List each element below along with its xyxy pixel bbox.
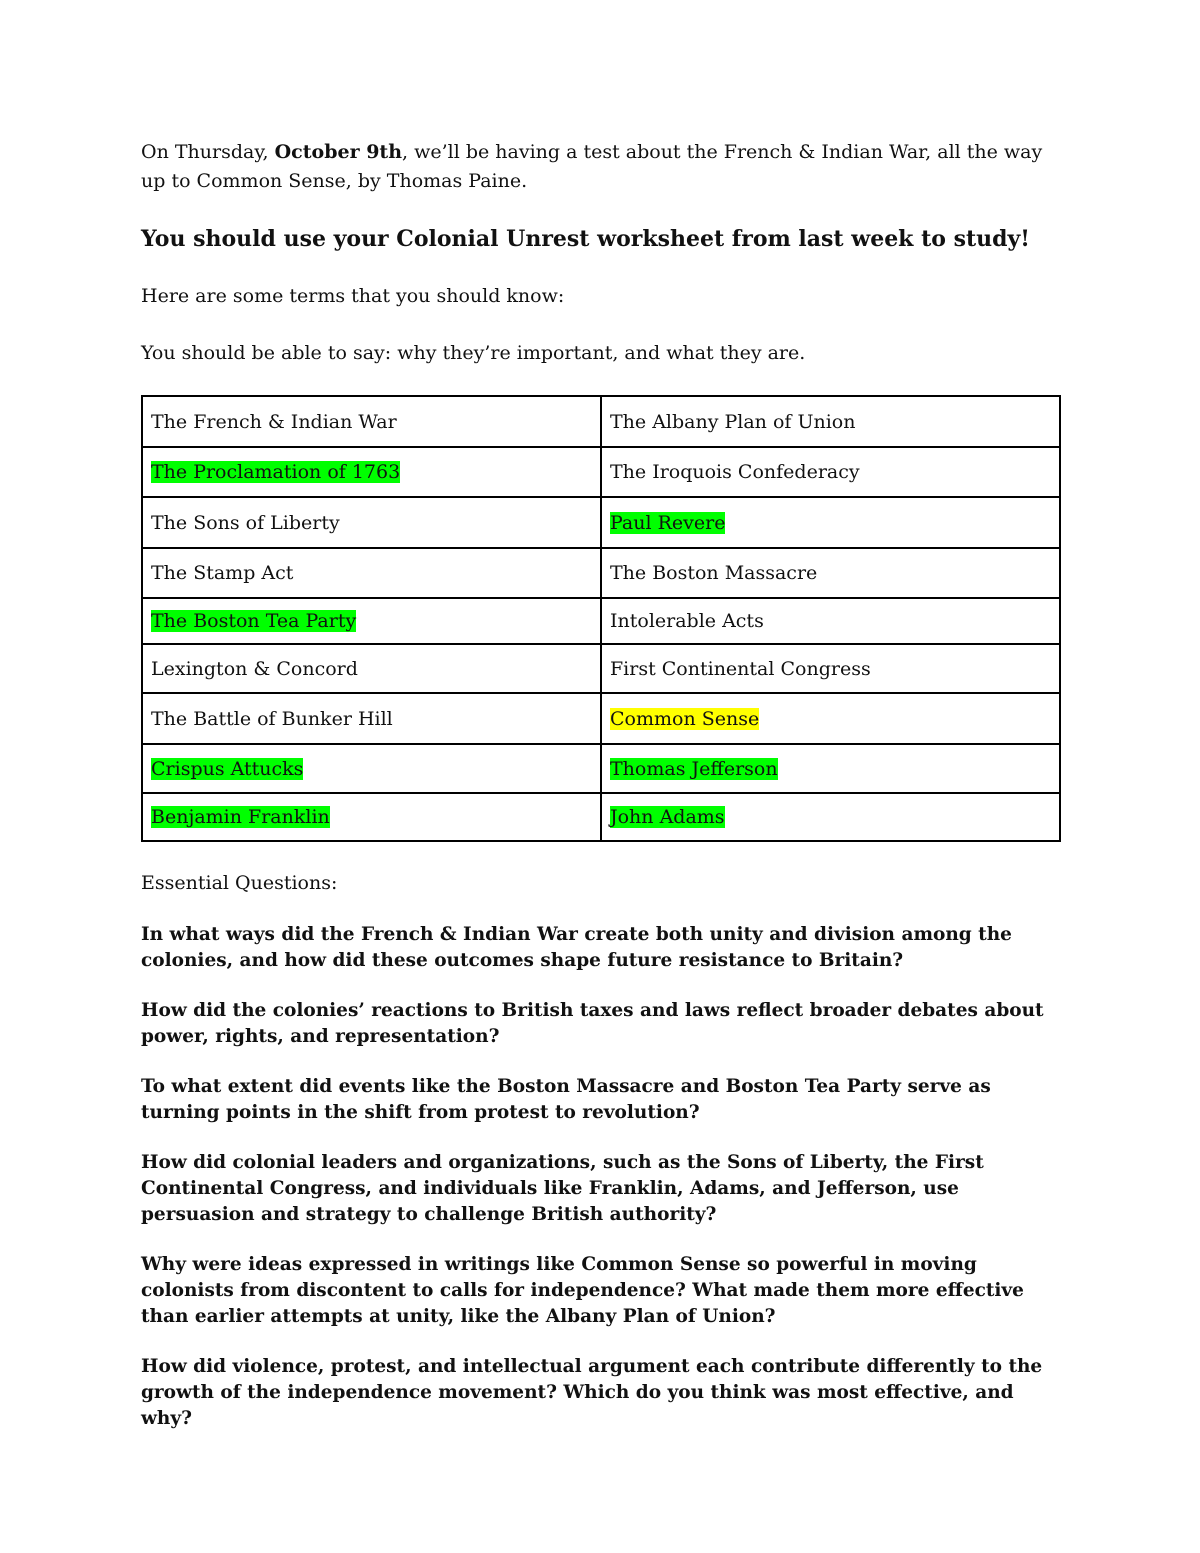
terms-table bbox=[141, 395, 1061, 842]
term-text: The Sons of Liberty bbox=[151, 511, 340, 534]
terms-cell bbox=[601, 744, 1060, 793]
term-text: Lexington & Concord bbox=[151, 657, 358, 680]
term-text: Intolerable Acts bbox=[610, 610, 764, 632]
terms-cell bbox=[601, 548, 1060, 598]
term-text: Thomas Jefferson bbox=[610, 757, 778, 780]
terms-instruction: You should be able to say: why they’re important, and what they are. bbox=[141, 342, 806, 364]
terms-row bbox=[142, 447, 1060, 497]
term-text: Benjamin Franklin bbox=[151, 806, 330, 828]
terms-row bbox=[142, 497, 1060, 548]
essential-questions-list bbox=[141, 922, 1061, 1456]
intro-prefix: On Thursday, bbox=[141, 141, 275, 163]
terms-cell bbox=[142, 598, 601, 644]
terms-row bbox=[142, 548, 1060, 598]
intro-paragraph bbox=[141, 138, 1061, 196]
intro-suffix: , we’ll be having a test about the French & Indian War, all the way up to Common Sense, by Thomas Paine. bbox=[141, 141, 1043, 192]
study-callout: You should use your Colonial Unrest worksheet from last week to study! bbox=[141, 226, 1030, 252]
terms-cell bbox=[601, 693, 1060, 744]
terms-cell bbox=[142, 497, 601, 548]
terms-row bbox=[142, 644, 1060, 693]
essential-question: To what extent did events like the Boston Massacre and Boston Tea Party serve as turning points in the shift from protest to revolution? bbox=[141, 1076, 991, 1123]
terms-cell bbox=[142, 744, 601, 793]
terms-cell bbox=[601, 793, 1060, 841]
term-text: The Albany Plan of Union bbox=[610, 410, 856, 433]
term-text: The Iroquois Confederacy bbox=[610, 461, 860, 483]
terms-cell bbox=[142, 793, 601, 841]
test-date: October 9th bbox=[274, 141, 403, 163]
terms-cell bbox=[601, 396, 1060, 447]
terms-cell bbox=[142, 548, 601, 598]
essential-question: Why were ideas expressed in writings like Common Sense so powerful in moving colonists from discontent to calls for independence? What made them more effective than earlier attempts at unity, like the Albany Plan of Union? bbox=[141, 1254, 1024, 1327]
term-text: John Adams bbox=[610, 806, 725, 828]
terms-cell bbox=[601, 598, 1060, 644]
term-text: Paul Revere bbox=[610, 511, 726, 534]
essential-question: How did colonial leaders and organizations, such as the Sons of Liberty, the First Continental Congress, and individuals like Franklin, Adams, and Jefferson, use persuasion and strategy to challenge British authority? bbox=[141, 1152, 984, 1225]
term-text: The Stamp Act bbox=[151, 562, 294, 584]
essential-questions-label: Essential Questions: bbox=[141, 872, 338, 894]
term-text: The Boston Massacre bbox=[610, 562, 818, 584]
terms-row bbox=[142, 793, 1060, 841]
terms-intro: Here are some terms that you should know: bbox=[141, 285, 565, 307]
essential-question: How did violence, protest, and intellectual argument each contribute differently to the growth of the independence movement? Which do you think was most effective, and why? bbox=[141, 1356, 1043, 1429]
terms-cell bbox=[601, 447, 1060, 497]
terms-cell bbox=[601, 497, 1060, 548]
term-text: The Boston Tea Party bbox=[151, 610, 357, 632]
term-text: The French & Indian War bbox=[151, 410, 397, 433]
terms-cell bbox=[601, 644, 1060, 693]
terms-row bbox=[142, 693, 1060, 744]
terms-row bbox=[142, 744, 1060, 793]
terms-cell bbox=[142, 644, 601, 693]
term-text: The Proclamation of 1763 bbox=[151, 461, 401, 483]
terms-row bbox=[142, 396, 1060, 447]
document-page bbox=[141, 138, 1061, 1429]
terms-cell bbox=[142, 447, 601, 497]
terms-cell bbox=[142, 396, 601, 447]
term-text: First Continental Congress bbox=[610, 657, 871, 680]
terms-row bbox=[142, 598, 1060, 644]
terms-cell bbox=[142, 693, 601, 744]
term-text: Common Sense bbox=[610, 707, 760, 730]
essential-question: In what ways did the French & Indian War create both unity and division among the colonies, and how did these outcomes shape future resistance to Britain? bbox=[141, 924, 1012, 971]
term-text: Crispus Attucks bbox=[151, 757, 304, 780]
term-text: The Battle of Bunker Hill bbox=[151, 707, 393, 730]
essential-question: How did the colonies’ reactions to British taxes and laws reflect broader debates about power, rights, and representation? bbox=[141, 1000, 1044, 1047]
